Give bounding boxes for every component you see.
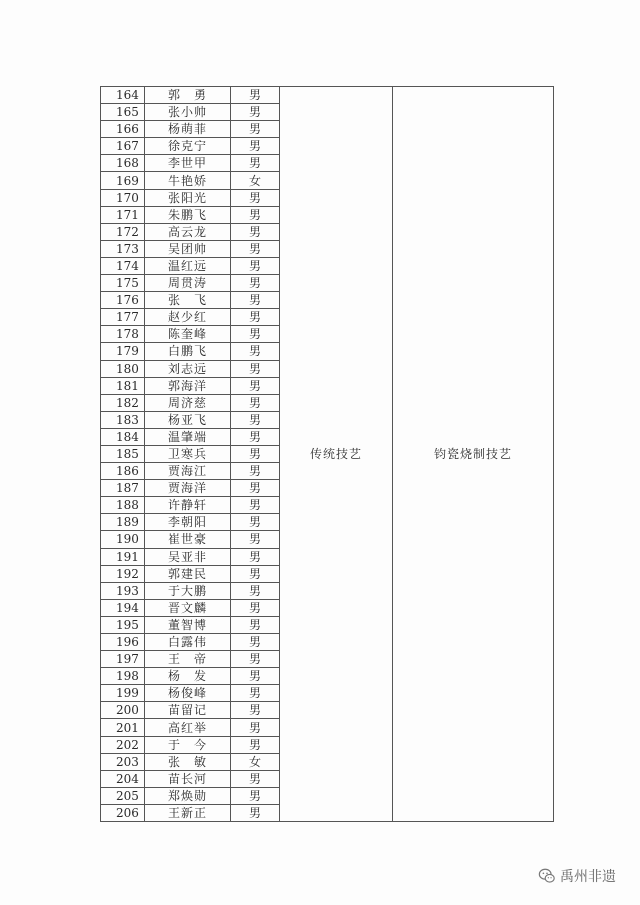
row-name: 温肇端 (145, 428, 231, 445)
row-name: 周贯涛 (145, 275, 231, 292)
table-row (101, 87, 554, 104)
row-name: 李朝阳 (145, 514, 231, 531)
row-number: 170 (101, 189, 145, 206)
row-number: 176 (101, 292, 145, 309)
row-gender: 男 (231, 565, 280, 582)
row-name: 苗长河 (145, 770, 231, 787)
row-name: 周济慈 (145, 394, 231, 411)
row-gender: 男 (231, 582, 280, 599)
row-name: 陈奎峰 (145, 326, 231, 343)
row-gender: 男 (231, 514, 280, 531)
row-name: 李世甲 (145, 155, 231, 172)
row-number: 183 (101, 411, 145, 428)
row-number: 182 (101, 394, 145, 411)
row-gender: 男 (231, 326, 280, 343)
row-number: 193 (101, 582, 145, 599)
row-gender: 男 (231, 428, 280, 445)
row-gender: 男 (231, 292, 280, 309)
row-gender: 男 (231, 275, 280, 292)
row-number: 177 (101, 309, 145, 326)
row-gender: 男 (231, 497, 280, 514)
project-cell: 钧瓷烧制技艺 (393, 87, 554, 822)
row-number: 178 (101, 326, 145, 343)
row-gender: 男 (231, 309, 280, 326)
row-number: 198 (101, 668, 145, 685)
row-name: 许静轩 (145, 497, 231, 514)
row-gender: 男 (231, 189, 280, 206)
watermark-text: 禹州非遗 (560, 869, 616, 885)
row-name: 张 飞 (145, 292, 231, 309)
row-gender: 男 (231, 668, 280, 685)
row-name: 白露伟 (145, 634, 231, 651)
row-name: 苗留记 (145, 702, 231, 719)
row-number: 202 (101, 736, 145, 753)
row-number: 164 (101, 87, 145, 104)
roster-body (101, 87, 554, 822)
row-number: 203 (101, 753, 145, 770)
row-name: 贾海洋 (145, 480, 231, 497)
row-name: 杨萌菲 (145, 121, 231, 138)
row-gender: 男 (231, 719, 280, 736)
row-name: 刘志远 (145, 360, 231, 377)
row-gender: 男 (231, 377, 280, 394)
row-name: 杨 发 (145, 668, 231, 685)
watermark (538, 866, 616, 886)
row-number: 175 (101, 275, 145, 292)
row-name: 王新正 (145, 804, 231, 821)
row-name: 王 帝 (145, 651, 231, 668)
row-name: 郭 勇 (145, 87, 231, 104)
row-name: 白鹏飞 (145, 343, 231, 360)
roster-table (100, 86, 554, 822)
row-gender: 男 (231, 531, 280, 548)
row-gender: 男 (231, 104, 280, 121)
row-gender: 男 (231, 685, 280, 702)
row-number: 173 (101, 240, 145, 257)
row-number: 171 (101, 206, 145, 223)
row-name: 杨亚飞 (145, 411, 231, 428)
row-gender: 男 (231, 411, 280, 428)
row-number: 188 (101, 497, 145, 514)
row-gender: 男 (231, 804, 280, 821)
row-gender: 男 (231, 787, 280, 804)
row-gender: 男 (231, 702, 280, 719)
row-number: 168 (101, 155, 145, 172)
row-gender: 男 (231, 634, 280, 651)
row-number: 166 (101, 121, 145, 138)
row-number: 199 (101, 685, 145, 702)
row-gender: 男 (231, 480, 280, 497)
row-gender: 男 (231, 651, 280, 668)
row-name: 徐克宁 (145, 138, 231, 155)
row-gender: 男 (231, 138, 280, 155)
row-gender: 男 (231, 155, 280, 172)
row-number: 201 (101, 719, 145, 736)
row-number: 194 (101, 599, 145, 616)
row-number: 179 (101, 343, 145, 360)
row-gender: 男 (231, 87, 280, 104)
row-gender: 男 (231, 445, 280, 462)
row-number: 204 (101, 770, 145, 787)
row-gender: 男 (231, 343, 280, 360)
row-name: 张 敏 (145, 753, 231, 770)
row-name: 董智博 (145, 616, 231, 633)
row-gender: 男 (231, 206, 280, 223)
row-number: 172 (101, 223, 145, 240)
row-number: 185 (101, 445, 145, 462)
row-number: 165 (101, 104, 145, 121)
row-name: 晋文麟 (145, 599, 231, 616)
row-name: 于大鹏 (145, 582, 231, 599)
row-number: 200 (101, 702, 145, 719)
row-number: 180 (101, 360, 145, 377)
row-gender: 男 (231, 770, 280, 787)
row-gender: 男 (231, 394, 280, 411)
row-number: 169 (101, 172, 145, 189)
row-name: 卫寒兵 (145, 445, 231, 462)
row-name: 郭海洋 (145, 377, 231, 394)
row-gender: 男 (231, 257, 280, 274)
row-number: 191 (101, 548, 145, 565)
row-gender: 男 (231, 463, 280, 480)
row-name: 温红远 (145, 257, 231, 274)
wechat-icon (538, 867, 556, 885)
row-name: 高红举 (145, 719, 231, 736)
row-number: 197 (101, 651, 145, 668)
row-gender: 男 (231, 736, 280, 753)
row-name: 杨俊峰 (145, 685, 231, 702)
row-number: 196 (101, 634, 145, 651)
row-name: 张阳光 (145, 189, 231, 206)
row-number: 186 (101, 463, 145, 480)
row-number: 167 (101, 138, 145, 155)
row-gender: 男 (231, 548, 280, 565)
category-cell: 传统技艺 (280, 87, 393, 822)
row-name: 牛艳娇 (145, 172, 231, 189)
row-name: 贾海江 (145, 463, 231, 480)
row-gender: 男 (231, 616, 280, 633)
row-number: 190 (101, 531, 145, 548)
row-name: 吴团帅 (145, 240, 231, 257)
row-gender: 女 (231, 172, 280, 189)
row-gender: 男 (231, 121, 280, 138)
row-gender: 男 (231, 223, 280, 240)
row-number: 206 (101, 804, 145, 821)
row-number: 184 (101, 428, 145, 445)
row-gender: 女 (231, 753, 280, 770)
row-name: 朱鹏飞 (145, 206, 231, 223)
row-name: 于 今 (145, 736, 231, 753)
row-name: 吴亚非 (145, 548, 231, 565)
row-number: 174 (101, 257, 145, 274)
row-name: 赵少红 (145, 309, 231, 326)
row-number: 181 (101, 377, 145, 394)
row-number: 189 (101, 514, 145, 531)
row-name: 崔世豪 (145, 531, 231, 548)
row-gender: 男 (231, 240, 280, 257)
row-gender: 男 (231, 360, 280, 377)
row-name: 郑焕勋 (145, 787, 231, 804)
row-name: 郭建民 (145, 565, 231, 582)
row-number: 205 (101, 787, 145, 804)
row-number: 192 (101, 565, 145, 582)
row-gender: 男 (231, 599, 280, 616)
row-name: 张小帅 (145, 104, 231, 121)
row-number: 187 (101, 480, 145, 497)
row-name: 高云龙 (145, 223, 231, 240)
row-number: 195 (101, 616, 145, 633)
